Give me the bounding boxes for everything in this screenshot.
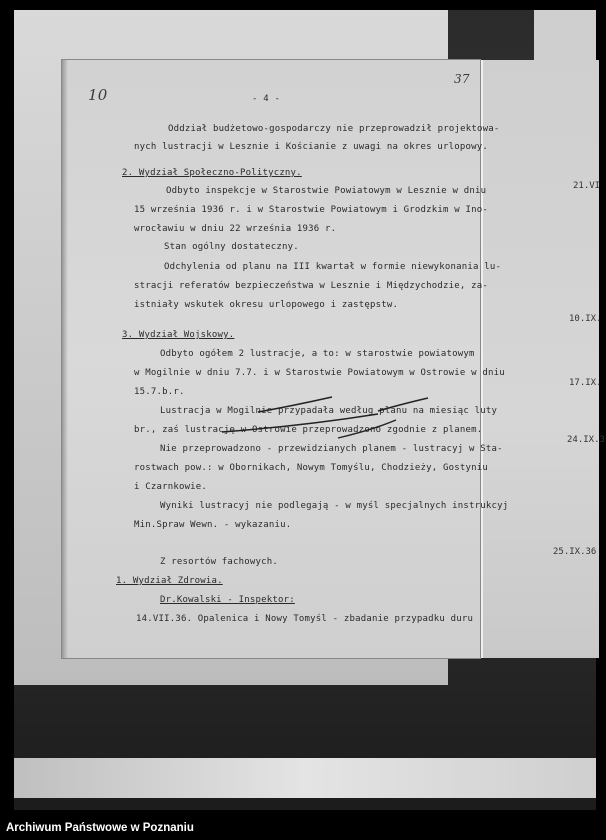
section-heading: 2. Wydział Społeczno-Polityczny. [122, 168, 302, 178]
text-line: rostwach pow.: w Obornikach, Nowym Tomyślu, Chodzieży, Gostyniu [134, 463, 488, 473]
text-line: istniały wskutek okresu urlopowego i zastępstw. [134, 300, 399, 310]
document-page [62, 60, 509, 658]
inspector-name: Dr.Kowalski - Inspektor: [160, 595, 295, 605]
section-heading: 1. Wydział Zdrowia. [116, 576, 223, 586]
text-line: nych lustracji w Lesznie i Kościanie z uwagi na okres urlopowy. [134, 142, 488, 152]
text-line: stracji referatów bezpieczeństwa w Lesznie i Międzychodzie, za- [134, 281, 488, 291]
pen-stroke [338, 420, 396, 438]
handwritten-number: 10 [88, 86, 108, 104]
right-date: 17.IX. [569, 378, 602, 388]
pen-stroke [222, 414, 378, 432]
text-line: w Mogilnie w dniu 7.7. i w Starostwie Powiatowym w Ostrowie w dniu [134, 368, 505, 378]
pen-stroke [258, 397, 332, 412]
text-line: i Czarnkowie. [134, 482, 208, 492]
text-line: Stan ogólny dostateczny. [164, 242, 299, 252]
text-line: Min.Spraw Wewn. - wykazaniu. [134, 520, 292, 530]
text-line: Lustracja w Mogilnie przypadała według planu na miesiąc luty [160, 406, 498, 416]
text-line: Odbyto inspekcje w Starostwie Powiatowym w Lesznie w dniu [166, 186, 487, 196]
text-line: Odbyto ogółem 2 lustracje, a to: w starostwie powiatowym [160, 349, 475, 359]
text-line: 15 września 1936 r. i w Starostwie Powiatowym i Grodzkim w Ino- [134, 205, 488, 215]
backing-strip [534, 10, 596, 62]
text-line: Wyniki lustracyj nie podlegają - w myśl specjalnych instrukcyj [160, 501, 509, 511]
text-line: 14.VII.36. Opalenica i Nowy Tomyśl - zbadanie przypadku duru [136, 614, 474, 624]
right-date: 24.IX.3 [567, 435, 605, 445]
pen-strokes [62, 60, 483, 658]
lower-paper-strip [14, 758, 596, 798]
text-line: br., zaś lustrację w Ostrowie przeprowadzono zgodnie z planem. [134, 425, 483, 435]
text-line: Oddział budżetowo-gospodarczy nie przeprowadził projektowa- [168, 124, 500, 134]
subsection-title: Z resortów fachowych. [160, 557, 278, 567]
text-line: wrocławiu w dniu 22 września 1936 r. [134, 224, 337, 234]
handwritten-folio: 37 [454, 72, 470, 86]
right-date: 10.IX. [569, 314, 602, 324]
right-date: 21.VI [573, 181, 601, 191]
archive-footer: Archiwum Państwowe w Poznaniu [0, 816, 606, 840]
photo-frame [14, 10, 605, 810]
adjacent-page [480, 60, 605, 658]
page-number: - 4 - [252, 94, 281, 104]
section-heading: 3. Wydział Wojskowy. [122, 330, 235, 340]
right-date: 25.IX.36 [553, 547, 597, 557]
text-line: Nie przeprowadzono - przewidzianych planem - lustracyj w Sta- [160, 444, 503, 454]
text-line: 15.7.b.r. [134, 387, 185, 397]
text-line: Odchylenia od planu na III kwartał w formie niewykonania lu- [164, 262, 502, 272]
pen-stroke [378, 398, 428, 411]
